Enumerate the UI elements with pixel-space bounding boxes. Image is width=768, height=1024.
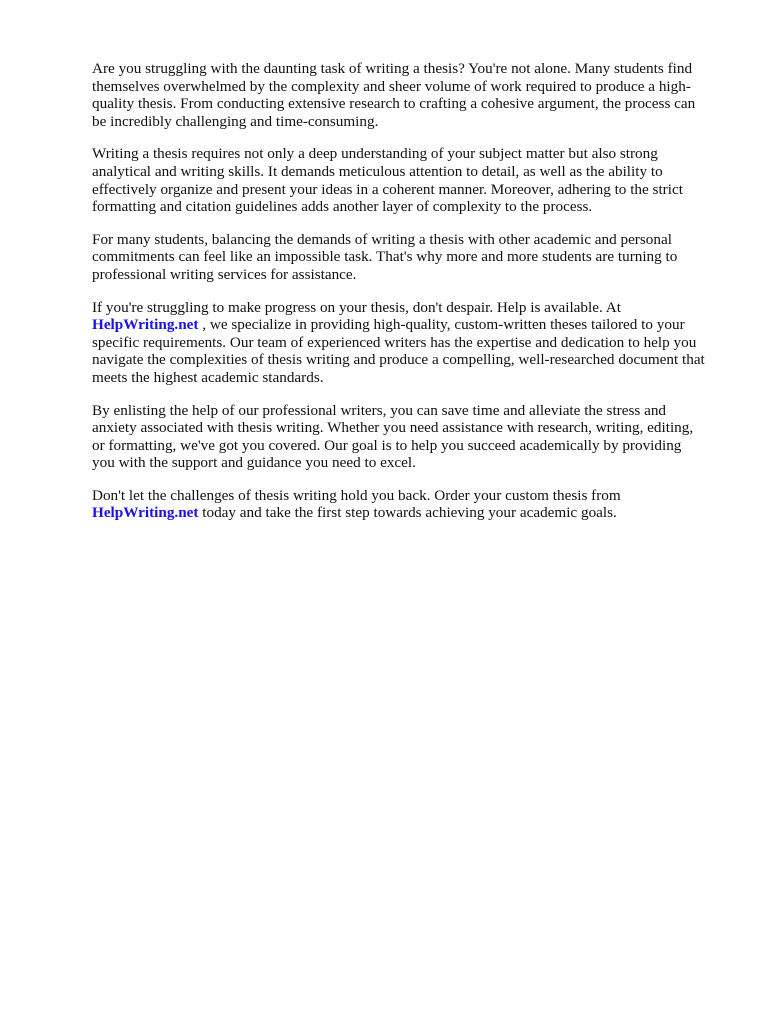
paragraph-call-to-action [92, 487, 722, 522]
paragraph-intro: Are you struggling with the daunting task of writing a thesis? You're not alone. Many students find themselves overwhelmed by the complexity and sheer volume of work required to produce a high- quality thesis. From conducting extensive research to crafting a cohesive argument, the process can be incredibly challenging and time-consuming. [92, 60, 696, 130]
paragraph-requirements: Writing a thesis requires not only a deep understanding of your subject matter but also strong analytical and writing skills. It demands meticulous attention to detail, as well as the ability to effectively organize and present your ideas in a coherent manner. Moreover, adhering to the strict formatting and citation guidelines adds another layer of complexity to the process. [92, 145, 683, 216]
helpwriting-link[interactable]: HelpWriting.net [92, 316, 199, 334]
paragraph-help-text-end: , we specialize in providing high-quality, custom-written theses tailored to your specific requirements. Our team of experienced writers has the expertise and dedication to help you navigate the complexities of thesis writing and produce a compelling, well-researched document that meets the highest academic standards. [92, 316, 705, 386]
paragraph-balancing: For many students, balancing the demands of writing a thesis with other academic and personal commitments can feel like an impossible task. That's why more and more students are turning to professional writing services for assistance. [92, 230, 678, 283]
paragraph-benefits: By enlisting the help of our professional writers, you can save time and alleviate the stress and anxiety associated with thesis writing. Whether you need assistance with research, writing, editing, or formatting, we've got you covered. Our goal is to help you succeed academically by providing you with the support and guidance you need to excel. [92, 401, 694, 472]
paragraph-help-text-start: If you're struggling to make progress on your thesis, don't despair. Help is available. At [92, 298, 621, 316]
paragraph-help-available [92, 299, 722, 387]
paragraph-cta-text-start: Don't let the challenges of thesis writing hold you back. Order your custom thesis from [92, 486, 621, 504]
paragraph-cta-text-end: today and take the first step towards achieving your academic goals. [198, 504, 617, 522]
document-page [92, 60, 722, 537]
helpwriting-link-cta[interactable]: HelpWriting.net [92, 504, 199, 522]
